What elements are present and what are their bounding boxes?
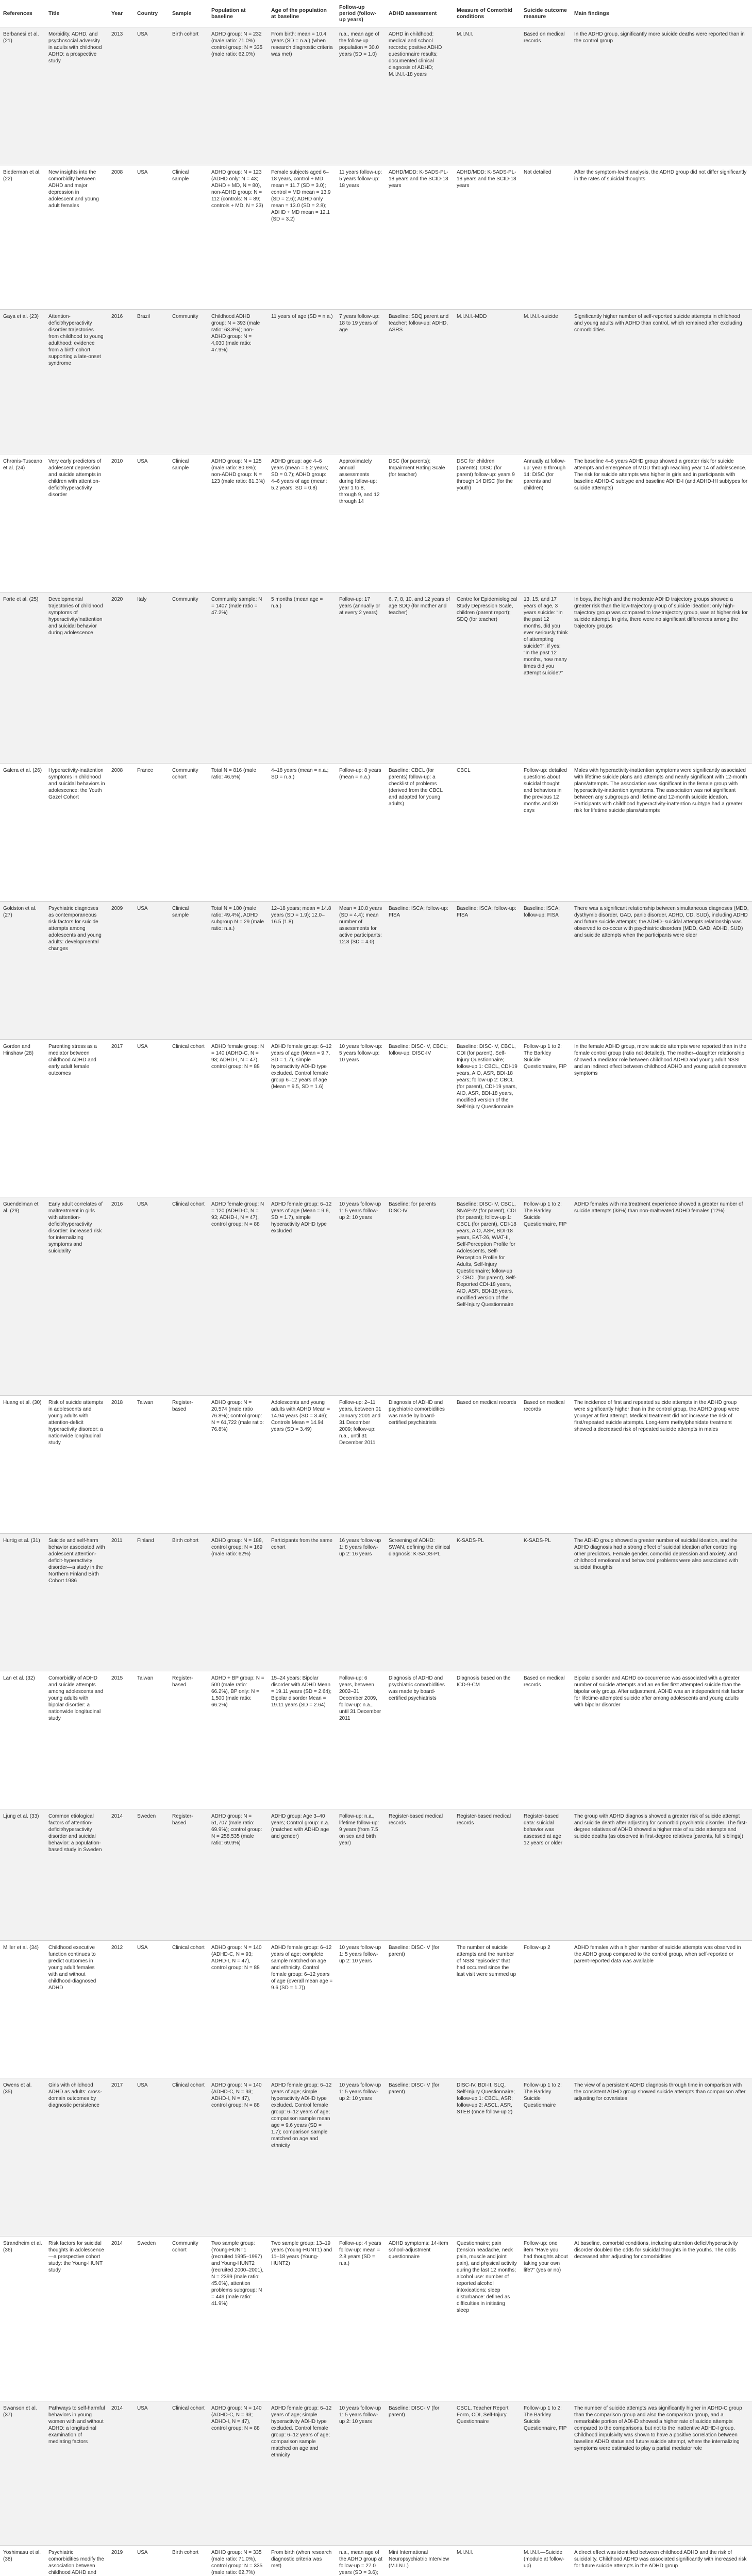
table-cell: ADHD group: N = 20,574 (male ratio 76.8%); control group: N = 61,722 (male ratio: 76.8%) [208,1395,268,1533]
table-cell: USA [134,454,169,592]
table-cell: From birth (when research diagnostic criteria was met) [268,2546,336,2576]
table-cell: Baseline: CBCL (for parents) follow-up: a checklist of problems (derived from the CBCL and adapted for young adults) [386,764,454,902]
table-cell: Baseline: DISC-IV (for parent) [386,2078,454,2236]
table-cell: 13, 15, and 17 years of age, 3 years suicide: “In the past 12 months, did you ever seriously think of attempting suicide?”, if yes: “In the past 12 months, how many times did you attempt suicide?” [521,592,571,764]
table-cell: Forte et al. (25) [0,592,45,764]
column-header: Title [45,0,108,27]
table-row [0,1809,752,1940]
table-row [0,2236,752,2401]
table-cell: Adolescents and young adults with ADHD Mean = 14.94 years (SD = 3.46); Controls Mean = 14.94 years (SD = 3.49) [268,1395,336,1533]
table-cell: Screening of ADHD: SWAN, defining the clinical diagnosis: K-SADS-PL [386,1533,454,1671]
table-cell: Baseline: DISC-IV (for parent) [386,2401,454,2546]
column-header: Sample [169,0,208,27]
table-cell: 2008 [108,764,134,902]
table-cell: Register-based [169,1395,208,1533]
table-cell: USA [134,2401,169,2546]
table-cell: ADHD group: N = 51,707 (male ratio: 69.9%); control group: N = 258,535 (male ratio: 69.9%) [208,1809,268,1940]
table-cell: ADHD/MDD: K-SADS-PL-18 years and the SCID-18 years [454,165,521,310]
table-cell: Community cohort [169,764,208,902]
table-cell: ADHD female group: N = 140 (ADHD-C, N = 93; ADHD-I, N = 47), control group: N = 88 [208,1039,268,1197]
table-cell: Clinical cohort [169,1039,208,1197]
table-cell: ADHD females with a higher number of suicide attempts was observed in the ADHD group compared to the control group, when self-reported or parent-reported data was available [571,1940,752,2078]
table-body [0,27,752,2576]
table-cell: Two sample group: 13–19 years (Young-HUNT1) and 11–18 years (Young-HUNT2) [268,2236,336,2401]
table-cell: Gordon and Hinshaw (28) [0,1039,45,1197]
table-cell: 11 years of age (SD = n.a.) [268,310,336,454]
table-cell: Brazil [134,310,169,454]
table-cell: Birth cohort [169,27,208,165]
table-cell: Follow-up: 2–11 years, between 01 January 2001 and 31 December 2009; follow-up: n.a., until 31 December 2011 [336,1395,386,1533]
table-cell: Clinical sample [169,901,208,1039]
table-cell: Register-based [169,1809,208,1940]
column-header: Age of the population at baseline [268,0,336,27]
table-row [0,454,752,592]
table-cell: Register-based [169,1671,208,1809]
table-cell: USA [134,165,169,310]
table-cell: ADHD group: N = 140 (ADHD-C, N = 93; ADHD-I, N = 47), control group: N = 88 [208,2401,268,2546]
table-cell: Comorbidity of ADHD and suicide attempts among adolescents and young adults with bipolar disorder: a nationwide longitudinal study [45,1671,108,1809]
table-row [0,1039,752,1197]
table-cell: 5 months (mean age = n.a.) [268,592,336,764]
table-cell: Clinical cohort [169,1940,208,2078]
table-cell: Baseline: DISC-IV, CBCL, CDI (for parent), Self-Injury Questionnaire; follow-up 1: CBCL, CDI-19 years, AIO, ASR, BDI-18 years; follow-up 2: CBCL (for parent), CDI-19 years, AIO, ASR, BDI-18 years, modified version of the Self-Injury Questionnaire [454,1039,521,1197]
table-cell: Huang et al. (30) [0,1395,45,1533]
table-cell: ADHD + BP group: N = 500 (male ratio: 66.2%), BP only: N = 1,500 (male ratio: 66.2%) [208,1671,268,1809]
table-cell: 2014 [108,2401,134,2546]
table-cell: Baseline: ISCA; follow-up: FISA [454,901,521,1039]
table-cell: Baseline: ISCA; follow-up: FISA [521,901,571,1039]
table-cell: Strandheim et al. (36) [0,2236,45,2401]
table-cell: Follow-up: detailed questions about suicidal thought and behaviors in the previous 12 months and 30 days [521,764,571,902]
table-cell: ADHD in childhood: medical and school records; positive ADHD questionnaire results; documented clinical diagnosis of ADHD; M.I.N.I.-18 years [386,27,454,165]
table-header [0,0,752,27]
table-cell: K-SADS-PL [454,1533,521,1671]
table-row [0,2546,752,2576]
table-cell: Baseline: DISC-IV, CBCL; follow-up: DISC-IV [386,1039,454,1197]
table-cell: Total N = 816 (male ratio: 46.5%) [208,764,268,902]
table-row [0,27,752,165]
table-cell: Community [169,592,208,764]
table-cell: Suicide and self-harm behavior associated with adolescent attention-deficit-hyperactivity disorder—a study in the Northern Finland Birth Cohort 1986 [45,1533,108,1671]
table-cell: 2008 [108,165,134,310]
column-header: Suicide outcome measure [521,0,571,27]
table-cell: The group with ADHD diagnosis showed a greater risk of suicide attempt and suicide death after adjusting for comorbid psychiatric disorder. The first-degree relatives of ADHD showed a higher rate of suicide attempts and suicide deaths (as observed in first-degree relatives [parents, full siblings]) [571,1809,752,1940]
table-cell: Follow-up 2 [521,1940,571,2078]
table-cell: ADHD female group: 6–12 years of age; simple hyperactivity ADHD type excluded. Control female group: 6–12 years of age; comparison sample mean age = 9.6 years (SD = 1.7); comparison sample matched on age and ethnicity [268,2078,336,2236]
table-cell: USA [134,1197,169,1396]
table-cell: 11 years follow-up: 5 years follow-up: 18 years [336,165,386,310]
table-cell: K-SADS-PL [521,1533,571,1671]
table-cell: ADHD female group: 6–12 years of age (Mean = 9.7, SD = 1.7), simple hyperactivity ADHD type excluded. Control female group 6–12 years of age (Mean = 9.5, SD = 1.6) [268,1039,336,1197]
column-header: ADHD assessment [386,0,454,27]
table-cell: M.I.N.I. [454,27,521,165]
table-cell: The baseline 4–6 years ADHD group showed a greater risk for suicide attempts and emergence of MDD through reaching year 14 of adolescence. The risk for suicide attempts was higher in girls and in participants with baseline ADHD-C subtype and baseline ADHD-I (and ADHD-HI subtypes for suicide attempts) [571,454,752,592]
table-cell: Attention-deficit/hyperactivity disorder trajectories from childhood to young adulthood: evidence from a birth cohort supporting a late-onset syndrome [45,310,108,454]
table-cell: 4–18 years (mean = n.a.; SD = n.a.) [268,764,336,902]
table-cell: 6, 7, 8, 10, and 12 years of age SDQ (for mother and teacher) [386,592,454,764]
table-cell: Psychiatric diagnoses as contemporaneous risk factors for suicide attempts among adolescents and young adults: developmental changes [45,901,108,1039]
table-cell: USA [134,2078,169,2236]
table-cell: France [134,764,169,902]
table-cell: Baseline: for parents DISC-IV [386,1197,454,1396]
table-cell: Risk of suicide attempts in adolescents and young adults with attention-deficit hyperactivity disorder: a nationwide longitudinal study [45,1395,108,1533]
table-cell: ADHD group: Age 3–40 years; Control group: n.a. (matched with ADHD age and gender) [268,1809,336,1940]
column-header: References [0,0,45,27]
table-cell: 2011 [108,1533,134,1671]
table-cell: Morbidity, ADHD, and psychosocial adversity in adults with childhood ADHD: a prospective study [45,27,108,165]
table-cell: 2016 [108,1197,134,1396]
table-cell: DSC for children (parents); DISC (for parent) follow-up: years 9 through 14 DISC (for the youth) [454,454,521,592]
table-cell: New insights into the comorbidity between ADHD and major depression in adolescent and young adult females [45,165,108,310]
table-cell: CBCL [454,764,521,902]
table-row [0,1395,752,1533]
table-cell: 2013 [108,27,134,165]
table-cell: Follow-up 1 to 2: The Barkley Suicide Questionnaire, FIP [521,1197,571,1396]
table-cell: Lan et al. (32) [0,1671,45,1809]
table-cell: 15–24 years: Bipolar disorder with ADHD Mean = 19.11 years (SD = 2.64); Bipolar disorder Mean = 19.11 years (SD = 2.64) [268,1671,336,1809]
table-cell: Guendelman et al. (29) [0,1197,45,1396]
header-row [0,0,752,27]
table-cell: The number of suicide attempts and the number of NSSI “episodes” that had occurred since the last visit were summed up [454,1940,521,2078]
table-cell: Annually at follow-up: year 9 through 14: DISC (for parents and children) [521,454,571,592]
table-cell: Baseline: DISC-IV (for parent) [386,1940,454,2078]
table-cell: In the ADHD group, significantly more suicide deaths were reported than in the control group [571,27,752,165]
table-cell: 2017 [108,1039,134,1197]
column-header: Country [134,0,169,27]
table-cell: Sweden [134,2236,169,2401]
table-cell: Clinical sample [169,165,208,310]
table-cell: DISC-IV, BDI-II, SLQ, Self-Injury Questionnaire; follow-up 1: CBCL, ASR; follow-up 2: ASCL, ASR, STEB (once follow-up 2) [454,2078,521,2236]
table-cell: Follow-up: 4 years follow-up: mean = 2.8 years (SD = n.a.) [336,2236,386,2401]
table-cell: The number of suicide attempts was significantly higher in ADHD-C group than the comparison group and also the comparison group, and a remarkable portion of ADHD showed a higher rate of suicide attempts compared to the comparisons, but not to the inattentive ADHD-I group. Childhood impulsivity was shown to have a positive correlation between baseline ADHD status and future suicide attempt, where the internalizing symptoms were estimated to play a partial mediator role [571,2401,752,2546]
table-cell: Parenting stress as a mediator between childhood ADHD and early adult female outcomes [45,1039,108,1197]
column-header: Population at baseline [208,0,268,27]
table-cell: Follow-up: one item “Have you had thoughts about taking your own life?” (yes or no) [521,2236,571,2401]
table-row [0,1197,752,1396]
table-cell: ADHD female group: N = 120 (ADHD-C, N = 93; ADHD-I, N = 47), control group: N = 88 [208,1197,268,1396]
table-cell: Risk factors for suicidal thoughts in adolescence—a prospective cohort study: the Young-HUNT study [45,2236,108,2401]
table-cell: DSC (for parents); Impairment Rating Scale (for teacher) [386,454,454,592]
table-row [0,310,752,454]
table-cell: ADHD female group: 6–12 years of age; simple hyperactivity ADHD type excluded. Control female group: 6–12 years of age; comparison sample matched on age and ethnicity [268,2401,336,2546]
table-row [0,901,752,1039]
table-cell: In the female ADHD group, more suicide attempts were reported than in the female control group (ratio not detailed). The mother–daughter relationship showed a mediator role between childhood ADHD and young adult NSSI and an indirect effect between childhood ADHD and young adult depressive symptoms [571,1039,752,1197]
table-cell: Register-based medical records [386,1809,454,1940]
table-cell: Based on medical records [521,27,571,165]
table-cell: Follow-up 1 to 2: The Barkley Suicide Questionnaire, FIP [521,1039,571,1197]
table-cell: Childhood ADHD group: N = 393 (male ratio: 63.8%); non-ADHD group: N = 4,030 (male ratio: 47.9%) [208,310,268,454]
table-cell: Community cohort [169,2236,208,2401]
table-cell: Very early predictors of adolescent depression and suicide attempts in children with attention-deficit/hyperactivity disorder [45,454,108,592]
table-cell: Mean = 10.8 years (SD = 4.4); mean number of assessments for active participants: 12.8 (SD = 4.0) [336,901,386,1039]
table-cell: Register-based medical records [454,1809,521,1940]
table-cell: Mini International Neuropsychiatric Interview (M.I.N.I.) [386,2546,454,2576]
table-cell: Galera et al. (26) [0,764,45,902]
table-row [0,165,752,310]
table-cell: Significantly higher number of self-reported suicide attempts in childhood and young adults with ADHD than control, which remained after excluding comorbidities [571,310,752,454]
table-cell: ADHD/MDD: K-SADS-PL-18 years and the SCID-18 years [386,165,454,310]
table-cell: 2018 [108,1395,134,1533]
table-cell: ADHD female group: 6–12 years of age (Mean = 9.6, SD = 1.7), simple hyperactivity ADHD type excluded [268,1197,336,1396]
table-cell: 2020 [108,592,134,764]
table-cell: After the symptom-level analysis, the ADHD group did not differ significantly in the rates of suicidal thoughts [571,165,752,310]
table-cell: Clinical cohort [169,2078,208,2236]
table-cell: Diagnosis of ADHD and psychiatric comorbidities was made by board-certified psychiatrists [386,1395,454,1533]
table-cell: Diagnosis based on the ICD-9-CM [454,1671,521,1809]
table-row [0,1671,752,1809]
table-cell: Questionnaire; pain (tension headache, neck pain, muscle and joint pain), and physical activity during the last 12 months; alcohol use: number of reported alcohol intoxications; sleep disturbance: defined as difficulties in initiating sleep [454,2236,521,2401]
table-cell: Hyperactivity-inattention symptoms in childhood and suicidal behaviors in adolescence: the Youth Gazel Cohort [45,764,108,902]
table-cell: Miller et al. (34) [0,1940,45,2078]
table-cell: Based on medical records [454,1395,521,1533]
table-cell: USA [134,1039,169,1197]
table-cell: Childhood executive function continues to predict outcomes in young adult females with and without childhood-diagnosed ADHD [45,1940,108,2078]
table-cell: 7 years follow-up: 18 to 19 years of age [336,310,386,454]
table-cell: ADHD group: N = 188, control group: N = 169 (male ratio: 62%) [208,1533,268,1671]
table-cell: Clinical cohort [169,1197,208,1396]
table-cell: ADHD group: N = 125 (male ratio: 80.6%); non-ADHD group: N = 123 (male ratio: 81.3%) [208,454,268,592]
table-cell: ADHD group: N = 140 (ADHD-C, N = 93; ADHD-I, N = 47), control group: N = 88 [208,2078,268,2236]
table-cell: At baseline, comorbid conditions, including attention deficit/hyperactivity disorder doubled the odds for suicidal thoughts in the youths. The odds decreased after adjusting for comorbidities [571,2236,752,2401]
table-cell: Hurtig et al. (31) [0,1533,45,1671]
table-cell: Pathways to self-harmful behaviors in young women with and without ADHD: a longitudinal examination of mediating factors [45,2401,108,2546]
table-row [0,764,752,902]
table-cell: ADHD symptoms: 14-item school-adjustment questionnaire [386,2236,454,2401]
table-cell: Psychiatric comorbidities modify the association between childhood ADHD and [45,2546,108,2576]
table-cell: 2015 [108,1671,134,1809]
table-cell: USA [134,2546,169,2576]
table-cell: Biederman et al. (22) [0,165,45,310]
table-cell: USA [134,901,169,1039]
table-cell: 12–18 years; mean = 14.8 years (SD = 1.9); 12.0–16.5 (1.8) [268,901,336,1039]
table-cell: Not detailed [521,165,571,310]
table-cell: 2014 [108,2236,134,2401]
table-cell: 2010 [108,454,134,592]
table-cell: Two sample group: (Young-HUNT1 (recruited 1995–1997) and Young-HUNT2 (recruited 2000–2001), N = 2399 (male ratio: 45.0%), attention problems subgroup: N = 449 (male ratio: 41.9%) [208,2236,268,2401]
table-cell: Total N = 180 (male ratio: 49.4%), ADHD subgroup N = 29 (male ratio: n.a.) [208,901,268,1039]
table-cell: Community [169,310,208,454]
table-cell: Early adult correlates of maltreatment in girls with attention-deficit/hyperactivity disorder: increased risk for internalizing symptoms and suicidality [45,1197,108,1396]
table-cell: 10 years follow-up 1: 5 years follow-up 2: 10 years [336,2078,386,2236]
table-cell: Clinical cohort [169,2401,208,2546]
table-cell: There was a significant relationship between simultaneous diagnoses (MDD, dysthymic disorder, GAD, panic disorder, ADHD, CD, SUD), including ADHD and future suicide attempts; the ADHD–suicidal attempts relationship was observed to co-occur with psychiatric disorders (MDD, GAD, ADHD, SUD) and suicide attempts when the participants were older [571,901,752,1039]
table-cell: 2017 [108,2078,134,2236]
table-cell: Common etiological factors of attention-deficit/hyperactivity disorder and suicidal behavior: a population-based study in Sweden [45,1809,108,1940]
table-cell: Girls with childhood ADHD as adults: cross-domain outcomes by diagnostic persistence [45,2078,108,2236]
table-cell: USA [134,27,169,165]
column-header: Measure of Comorbid conditions [454,0,521,27]
table-cell: Chronis-Tuscano et al. (24) [0,454,45,592]
table-cell: Taiwan [134,1395,169,1533]
table-cell: In boys, the high and the moderate ADHD trajectory groups showed a greater risk than the low-trajectory group of suicide ideation; only high-trajectory group was compared to low-trajectory group, was at higher risk for suicide attempt. In girls, there were no significant differences among the trajectory groups [571,592,752,764]
table-row [0,592,752,764]
table-cell: Birth cohort [169,1533,208,1671]
table-cell: ADHD female group: 6–12 years of age; complete sample matched on age and ethnicity. Control female group: 6–12 years of age (overall mean age = 9.6 (SD = 1.7)) [268,1940,336,2078]
table-cell: Follow-up 1 to 2: The Barkley Suicide Questionnaire, FIP [521,2401,571,2546]
table-cell: 2014 [108,1809,134,1940]
table-cell: Swanson et al. (37) [0,2401,45,2546]
table-cell: Yoshimasu et al. (38) [0,2546,45,2576]
table-cell: CBCL, Teacher Report Form, CDI, Self-Injury Questionnaire [454,2401,521,2546]
table-cell: Community sample: N = 1407 (male ratio = 47.2%) [208,592,268,764]
table-cell: M.I.N.I.-suicide [521,310,571,454]
table-cell: 2012 [108,1940,134,2078]
table-cell: Female subjects aged 6–18 years, control + MD mean = 11.7 (SD = 3.0); control = MD mean = 13.9 (SD = 2.6); ADHD only mean = 13.0 (SD = 2.8); ADHD + MD mean = 12.1 (SD = 3.2) [268,165,336,310]
table-cell: ADHD group: N = 140 (ADHD-C, N = 93; ADHD-I, N = 47), control group: N = 88 [208,1940,268,2078]
table-cell: Developmental trajectories of childhood symptoms of hyperactivity/inattention and suicidal behavior during adolescence [45,592,108,764]
table-row [0,2401,752,2546]
table-cell: Based on medical records [521,1395,571,1533]
table-cell: Follow-up: 17 years (annually or at every 2 years) [336,592,386,764]
table-cell: Follow-up 1 to 2: The Barkley Suicide Questionnaire [521,2078,571,2236]
table-cell: 10 years follow-up: 5 years follow-up: 10 years [336,1039,386,1197]
table-cell: Birth cohort [169,2546,208,2576]
table-cell: Taiwan [134,1671,169,1809]
table-cell: Follow-up: n.a., lifetime follow-up: 9 years (from 7.5 on sex and birth year) [336,1809,386,1940]
table-cell: Gaya et al. (23) [0,310,45,454]
table-cell: Register-based data: suicidal behavior was assessed at age 12 years or older [521,1809,571,1940]
table-cell: Baseline: ISCA; follow-up: FISA [386,901,454,1039]
table-cell: Males with hyperactivity-inattention symptoms were significantly associated with lifetime suicide plans and attempts and nearly significant with 12-month plans/attempts. The association was significant in the female group with hyperactivity-inattention symptoms. The association was not significant between any subgroups and lifetime and 12-month suicide ideation. Participants with childhood hyperactivity-inattention subtype had a greater risk for lifetime suicide plans/attempts [571,764,752,902]
column-header: Main findings [571,0,752,27]
table-cell: 16 years follow-up 1: 8 years follow-up 2: 16 years [336,1533,386,1671]
table-cell: Approximately annual assessments during follow-up: year 1 to 8, through 9, and 12 through 14 [336,454,386,592]
table-cell: Centre for Epidemiological Study Depression Scale, children (parent report); SDQ (for teacher) [454,592,521,764]
column-header: Follow-up period (follow-up years) [336,0,386,27]
table-cell: A direct effect was identified between childhood ADHD and the risk of suicidality. Childhood ADHD was associated significantly with increased risk for future suicide attempts in the ADHD group [571,2546,752,2576]
table-cell: Baseline: SDQ parent and teacher; follow-up: ADHD, ASRS [386,310,454,454]
table-cell: USA [134,1940,169,2078]
table-cell: Based on medical records [521,1671,571,1809]
table-cell: Baseline: DISC-IV, CBCL, SNAP-IV (for parent), CDI (for parent); follow-up 1: CBCL (for parent), CDI-18 years, AIO, ASR, BDI-18 years, EAT-26, WIAT-II, Self-Perception Profile for Adolescents, Self-Perception Profile for Adults, Self-Injury Questionnaire; follow-up 2: CBCL (for parent), Self-Reported CDI-18 years, AIO, ASR, BDI-18 years, modified version of the Self-Injury Questionnaire [454,1197,521,1396]
table-cell: Berbanesi et al. (21) [0,27,45,165]
table-cell: Sweden [134,1809,169,1940]
table-cell: Owens et al. (35) [0,2078,45,2236]
table-cell: Finland [134,1533,169,1671]
table-cell: 2016 [108,310,134,454]
table-cell: M.I.N.I.—Suicide (module at follow-up) [521,2546,571,2576]
table-cell: Participants from the same cohort [268,1533,336,1671]
table-cell: ADHD group: N = 232 (male ratio: 71.0%) control group: N = 335 (male ratio: 62.0%) [208,27,268,165]
table-cell: n.a., mean age of the ADHD group at follow-up = 27.0 years (SD = 3.6); [336,2546,386,2576]
table-cell: The ADHD group showed a greater number of suicidal ideation, and the ADHD diagnosis had a strong effect of suicidal ideation after controlling other predictors. Female gender, comorbid depression and anxiety, and childhood emotional and behavioral problems were also associated with suicidal thoughts [571,1533,752,1671]
table-cell: 10 years follow-up 1: 5 years follow-up 2: 10 years [336,1197,386,1396]
table-cell: Italy [134,592,169,764]
table-cell: M.I.N.I.-MDD [454,310,521,454]
column-header: Year [108,0,134,27]
table-cell: n.a., mean age of the follow-up population = 30.0 years (SD = 1.0) [336,27,386,165]
table-cell: Ljung et al. (33) [0,1809,45,1940]
table-row [0,1940,752,2078]
table-cell: The view of a persistent ADHD diagnosis through time in comparison with the consistent ADHD group showed suicide attempts than comparison after adjusting for covariates [571,2078,752,2236]
table-cell: ADHD group: N = 123 (ADHD only: N = 43; ADHD + MD, N = 80), non-ADHD group: N = 112 (controls: N = 89; controls + MD, N = 23) [208,165,268,310]
table-row [0,2078,752,2236]
table-cell: 10 years follow-up 1: 5 years follow-up 2: 10 years [336,1940,386,2078]
table-cell: Follow-up: 8 years (mean = n.a.) [336,764,386,902]
table-cell: 2009 [108,901,134,1039]
table-cell: 10 years follow-up 1: 5 years follow-up 2: 10 years [336,2401,386,2546]
table-cell: ADHD females with maltreatment experience showed a greater number of suicide attempts (33%) than non-maltreated ADHD females (12%) [571,1197,752,1396]
table-cell: Follow-up: 6 years, between 2002–31 December 2009, follow-up: n.a., until 31 December 2011 [336,1671,386,1809]
table-cell: From birth: mean = 10.4 years (SD = n.a.) (when research diagnostic criteria was met) [268,27,336,165]
table-cell: The incidence of first and repeated suicide attempts in the ADHD group were significantly higher than in the control group, the ADHD group were younger at first attempt. Medical treatment did not increase the risk of first/repeated suicide attempts. Long-term methylphenidate treatment showed a decreased risk of repeated suicide attempts in males [571,1395,752,1533]
table-cell: M.I.N.I. [454,2546,521,2576]
table-cell: Clinical sample [169,454,208,592]
table-cell: 2019 [108,2546,134,2576]
table-cell: ADHD group: age 4–6 years (mean = 5.2 years; SD = 0.7); ADHD group: 4–6 years of age (mean: 5.2 years; SD = 0.8) [268,454,336,592]
table-cell: ADHD group: N = 335 (male ratio: 71.0%), control group: N = 335 (male ratio: 62.7%) [208,2546,268,2576]
table-cell: Goldston et al. (27) [0,901,45,1039]
table-cell: Diagnosis of ADHD and psychiatric comorbidities was made by board-certified psychiatrists [386,1671,454,1809]
table-row [0,1533,752,1671]
table-cell: Bipolar disorder and ADHD co-occurrence was associated with a greater number of suicide attempts and an earlier first attempted suicide than the bipolar only group. After adjustment, ADHD was an independent risk factor for lifetime-attempted suicide after among adolescents and young adults with bipolar disorder [571,1671,752,1809]
